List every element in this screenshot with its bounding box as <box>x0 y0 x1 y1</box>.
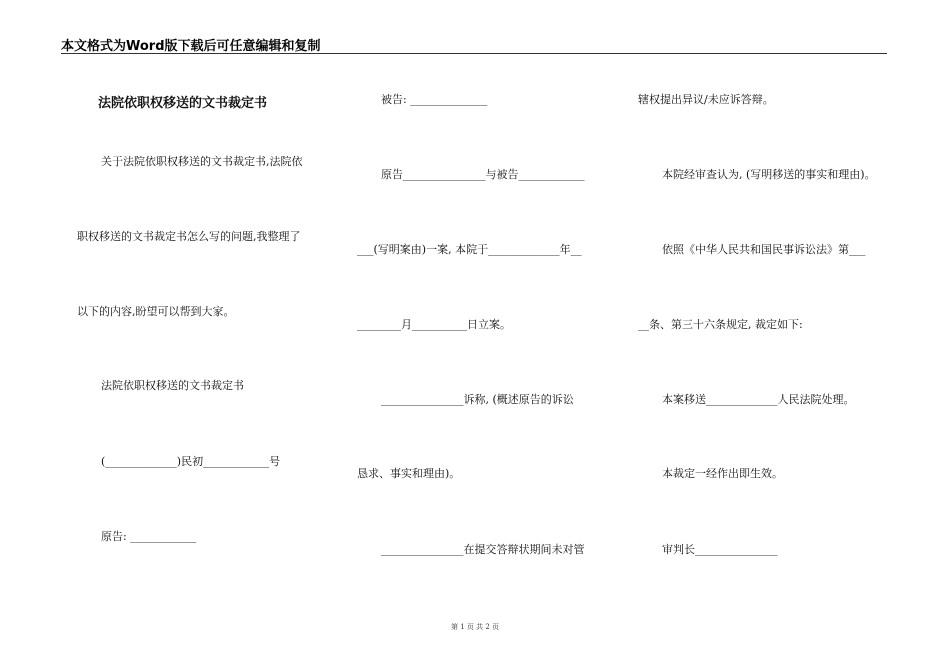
col1-line-3: 以下的内容,盼望可以帮到大家。 <box>77 305 235 318</box>
col2-line-5: _______________诉称, (概述原告的诉讼 <box>381 393 574 406</box>
col3-line-7: 审判长_______________ <box>662 543 778 556</box>
col2-line-4: ________月__________日立案。 <box>357 318 511 331</box>
col2-line-7: _______________在提交答辩状期间未对管 <box>381 543 585 556</box>
col3-line-4: __条、第三十六条规定, 裁定如下: <box>638 318 803 331</box>
col2-line-3: ___(写明案由)一案, 本院于_____________年__ <box>357 243 582 256</box>
col1-line-4: 法院依职权移送的文书裁定书 <box>101 379 244 392</box>
header-text: 本文格式为Word版下载后可任意编辑和复制 <box>61 39 321 54</box>
col1-line-2: 职权移送的文书裁定书怎么写的问题,我整理了 <box>77 230 301 243</box>
page-header <box>61 33 887 54</box>
col3-line-2: 本院经审查认为, (写明移送的事实和理由)。 <box>662 168 876 181</box>
page-footer: 第 1 页 共 2 页 <box>450 623 500 631</box>
col1-line-6: 原告: ____________ <box>101 530 197 543</box>
document-title: 法院依职权移送的文书裁定书 <box>98 96 268 111</box>
col2-line-1: 被告: ______________ <box>381 93 488 106</box>
col3-line-1: 辖权提出异议/未应诉答辩。 <box>638 93 774 106</box>
col3-line-5: 本案移送_____________人民法院处理。 <box>662 393 855 406</box>
col1-line-1: 关于法院依职权移送的文书裁定书,法院依 <box>101 155 303 168</box>
col3-line-6: 本裁定一经作出即生效。 <box>662 467 783 480</box>
col2-line-6: 恳求、事实和理由)。 <box>357 467 461 480</box>
col3-line-3: 依照《中华人民共和国民事诉讼法》第___ <box>662 243 866 256</box>
col2-line-2: 原告_______________与被告____________ <box>381 168 585 181</box>
col1-line-5: (_____________)民初____________号 <box>101 455 281 468</box>
